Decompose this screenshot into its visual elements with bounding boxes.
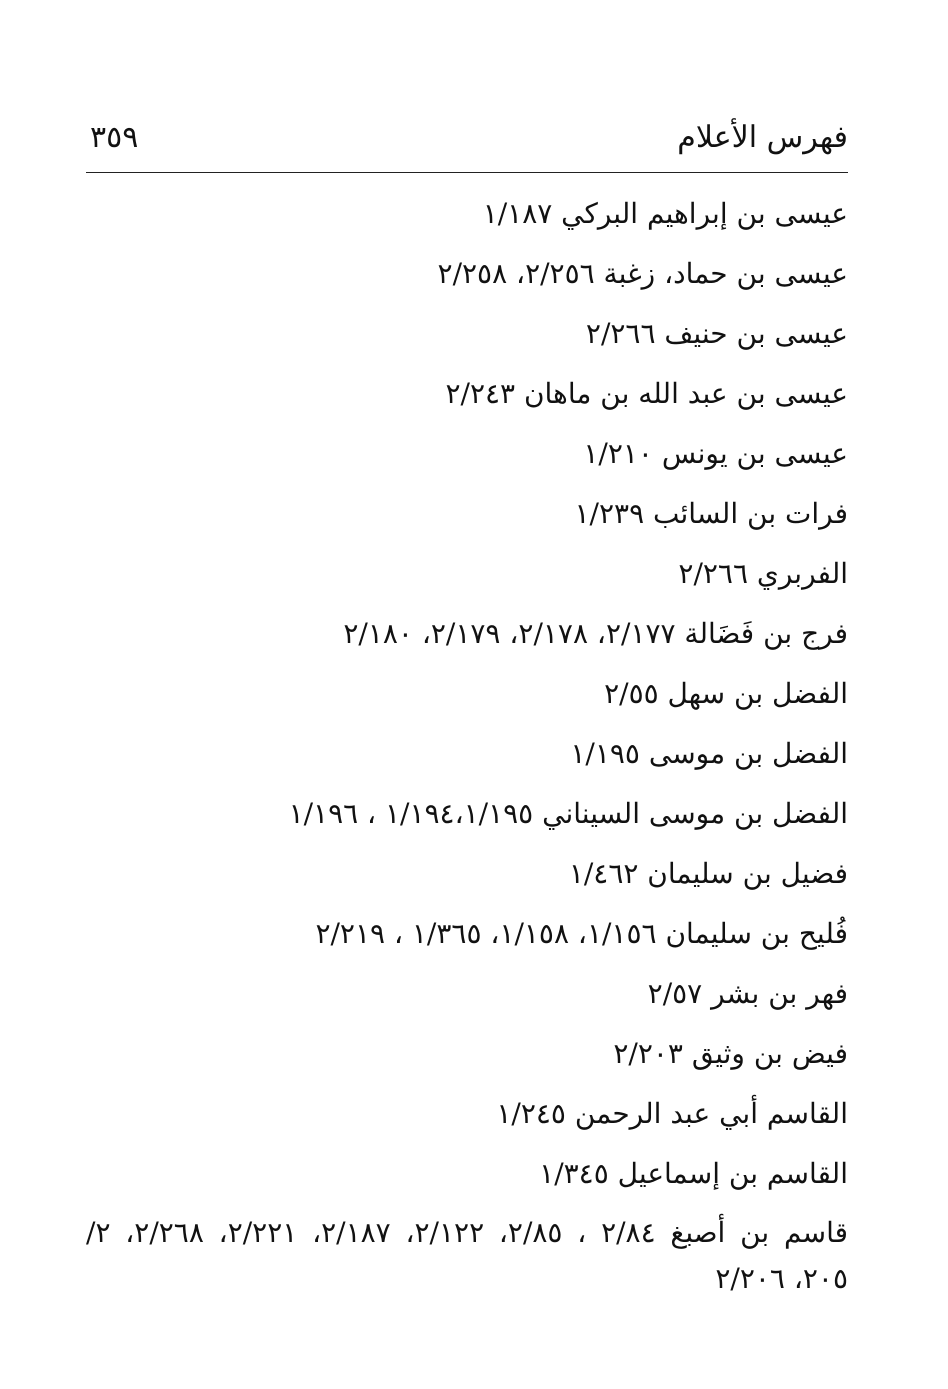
index-entry: عيسى بن حماد، زغبة ٢/٢٥٦، ٢/٢٥٨ [437,257,848,290]
header-divider [86,172,848,173]
index-entry: فُليح بن سليمان ١/١٥٦، ١/١٥٨، ١/٣٦٥ ، ٢/٢١٩ [315,917,848,950]
page-header [86,112,848,172]
index-entry: عيسى بن إبراهيم البركي ١/١٨٧ [482,197,848,230]
index-entry: القاسم بن إسماعيل ١/٣٤٥ [539,1157,848,1190]
index-entry: الفضل بن سهل ٢/٥٥ [604,677,848,710]
index-entry: القاسم أبي عبد الرحمن ١/٢٤٥ [496,1097,848,1130]
index-entry: عيسى بن عبد الله بن ماهان ٢/٢٤٣ [445,377,848,410]
page-number: ٣٥٩ [90,120,139,155]
running-title: فهرس الأعلام [677,120,848,155]
index-entry: عيسى بن يونس ١/٢١٠ [583,437,848,470]
index-entry: الفضل بن موسى السيناني ١/١٩٤،١/١٩٥ ، ١/١٩٦ [288,797,848,830]
index-entry: فضيل بن سليمان ١/٤٦٢ [568,857,848,890]
index-entry: فرج بن فَضَالة ٢/١٧٧، ٢/١٧٨، ٢/١٧٩، ٢/١٨٠ [343,617,848,650]
index-entry: قاسم بن أصبغ ٢/٨٤ ، ٢/٨٥، ٢/١٢٢، ٢/١٨٧، ٢/٢٢١، ٢/٢٦٨، ٢/ ٢٠٥، ٢/٢٠٦ [86,1216,848,1295]
index-entry: فرات بن السائب ١/٢٣٩ [574,497,848,530]
index-entry: فيض بن وثيق ٢/٢٠٣ [613,1037,848,1070]
index-entry: الفضل بن موسى ١/١٩٥ [570,737,848,770]
index-entry: الفربري ٢/٢٦٦ [678,557,848,590]
index-entry: فهر بن بشر ٢/٥٧ [647,977,848,1010]
index-entries [86,190,848,1302]
index-entry: عيسى بن حنيف ٢/٢٦٦ [585,317,848,350]
